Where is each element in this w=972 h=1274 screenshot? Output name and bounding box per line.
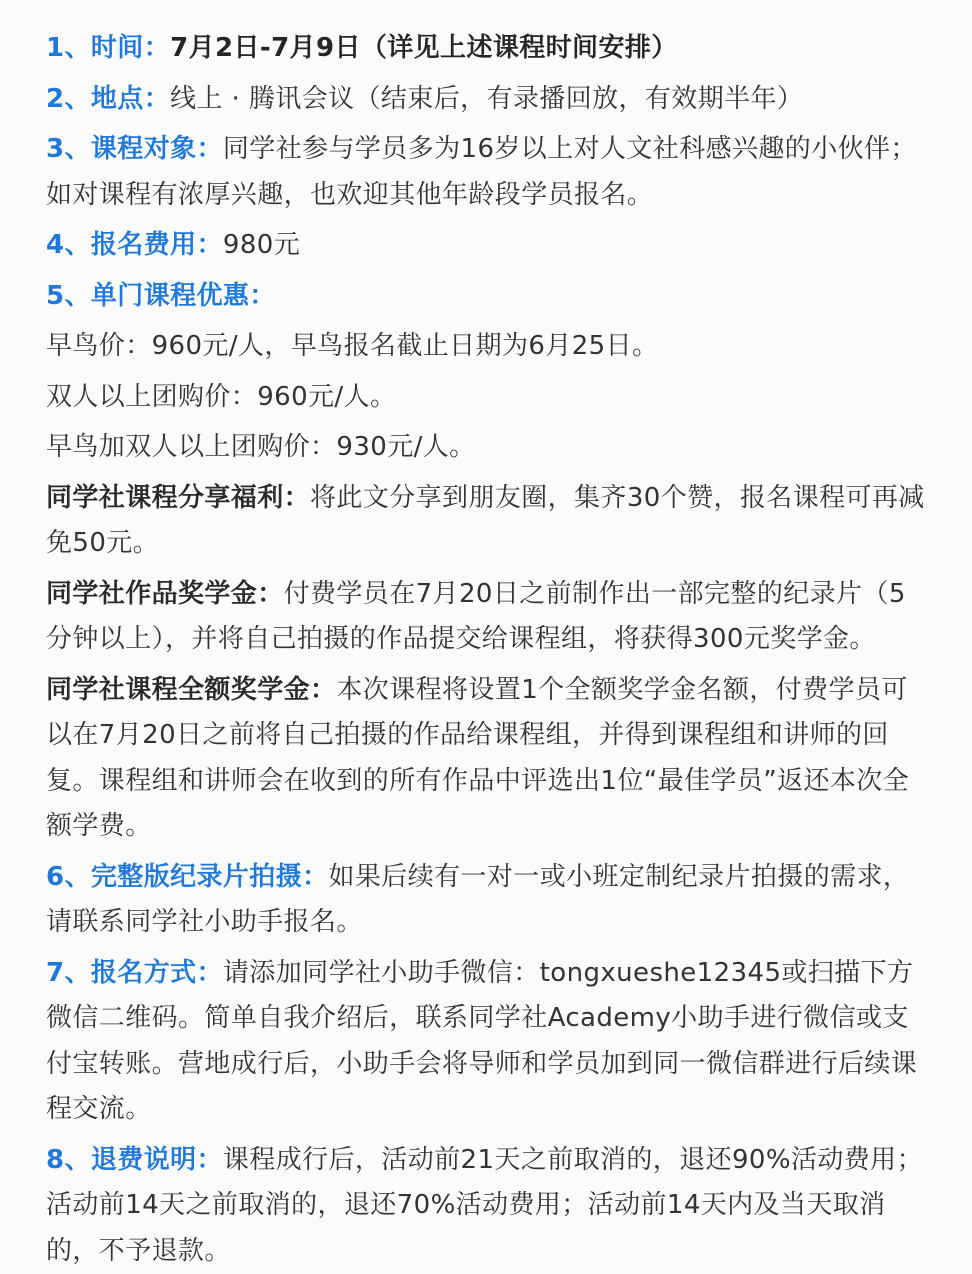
share-benefit-label: 同学社课程分享福利： — [46, 483, 310, 513]
fee-value: 980元 — [223, 230, 300, 260]
full-documentary-value: 如果后续有一对一或小班定制纪录片拍摄的需求，请联系同学社小助手报名。 — [46, 862, 909, 938]
full-documentary-label: 6、完整版纪录片拍摄： — [46, 862, 329, 892]
discount-label: 5、单门课程优惠： — [46, 281, 276, 311]
work-scholarship-label: 同学社作品奖学金： — [46, 579, 284, 609]
refund-value: 课程成行后，活动前21天之前取消的，退还90%活动费用；活动前14天之前取消的，退还70%活动费用；活动前14天内及当天取消的，不予退款。 — [46, 1145, 923, 1266]
full-scholarship-value: 本次课程将设置1个全额奖学金名额，付费学员可以在7月20日之前将自己拍摄的作品给课程组，并得到课程组和讲师的回复。课程组和讲师会在收到的所有作品中评选出1位“最佳学员”返还本次全额学费。 — [46, 675, 909, 842]
audience-item — [46, 127, 928, 218]
signup-label: 7、报名方式： — [46, 958, 223, 988]
location-item — [46, 77, 928, 123]
work-scholarship-item — [46, 572, 928, 663]
location-label: 2、地点： — [46, 84, 170, 114]
refund-label: 8、退费说明： — [46, 1145, 223, 1175]
fee-label: 4、报名费用： — [46, 230, 223, 260]
fee-item — [46, 223, 928, 269]
work-scholarship-value: 付费学员在7月20日之前制作出一部完整的纪录片（5分钟以上），并将自己拍摄的作品提交给课程组，将获得300元奖学金。 — [46, 579, 906, 655]
time-item — [46, 26, 928, 72]
full-scholarship-label: 同学社课程全额奖学金： — [46, 675, 336, 705]
full-scholarship-item — [46, 668, 928, 850]
signup-item — [46, 951, 928, 1133]
full-documentary-item — [46, 855, 928, 946]
early-group-price: 早鸟加双人以上团购价：930元/人。 — [46, 425, 928, 471]
time-label: 1、时间： — [46, 33, 170, 63]
group-price: 双人以上团购价：960元/人。 — [46, 375, 928, 421]
share-benefit-item — [46, 476, 928, 567]
early-bird-price: 早鸟价：960元/人，早鸟报名截止日期为6月25日。 — [46, 324, 928, 370]
time-value: 7月2日-7月9日（详见上述课程时间安排） — [170, 33, 678, 63]
audience-label: 3、课程对象： — [46, 134, 223, 164]
audience-value: 同学社参与学员多为16岁以上对人文社科感兴趣的小伙伴；如对课程有浓厚兴趣，也欢迎其他年龄段学员报名。 — [46, 134, 917, 210]
signup-value: 请添加同学社小助手微信：tongxueshe12345或扫描下方微信二维码。简单自我介绍后，联系同学社Academy小助手进行微信或支付宝转账。营地成行后，小助手会将导师和学员加到同一微信群进行后续课程交流。 — [46, 958, 917, 1125]
location-value: 线上 · 腾讯会议（结束后，有录播回放，有效期半年） — [170, 84, 803, 114]
share-benefit-value: 将此文分享到朋友圈，集齐30个赞，报名课程可再减免50元。 — [46, 483, 925, 559]
refund-item — [46, 1138, 928, 1274]
discount-heading — [46, 274, 928, 320]
